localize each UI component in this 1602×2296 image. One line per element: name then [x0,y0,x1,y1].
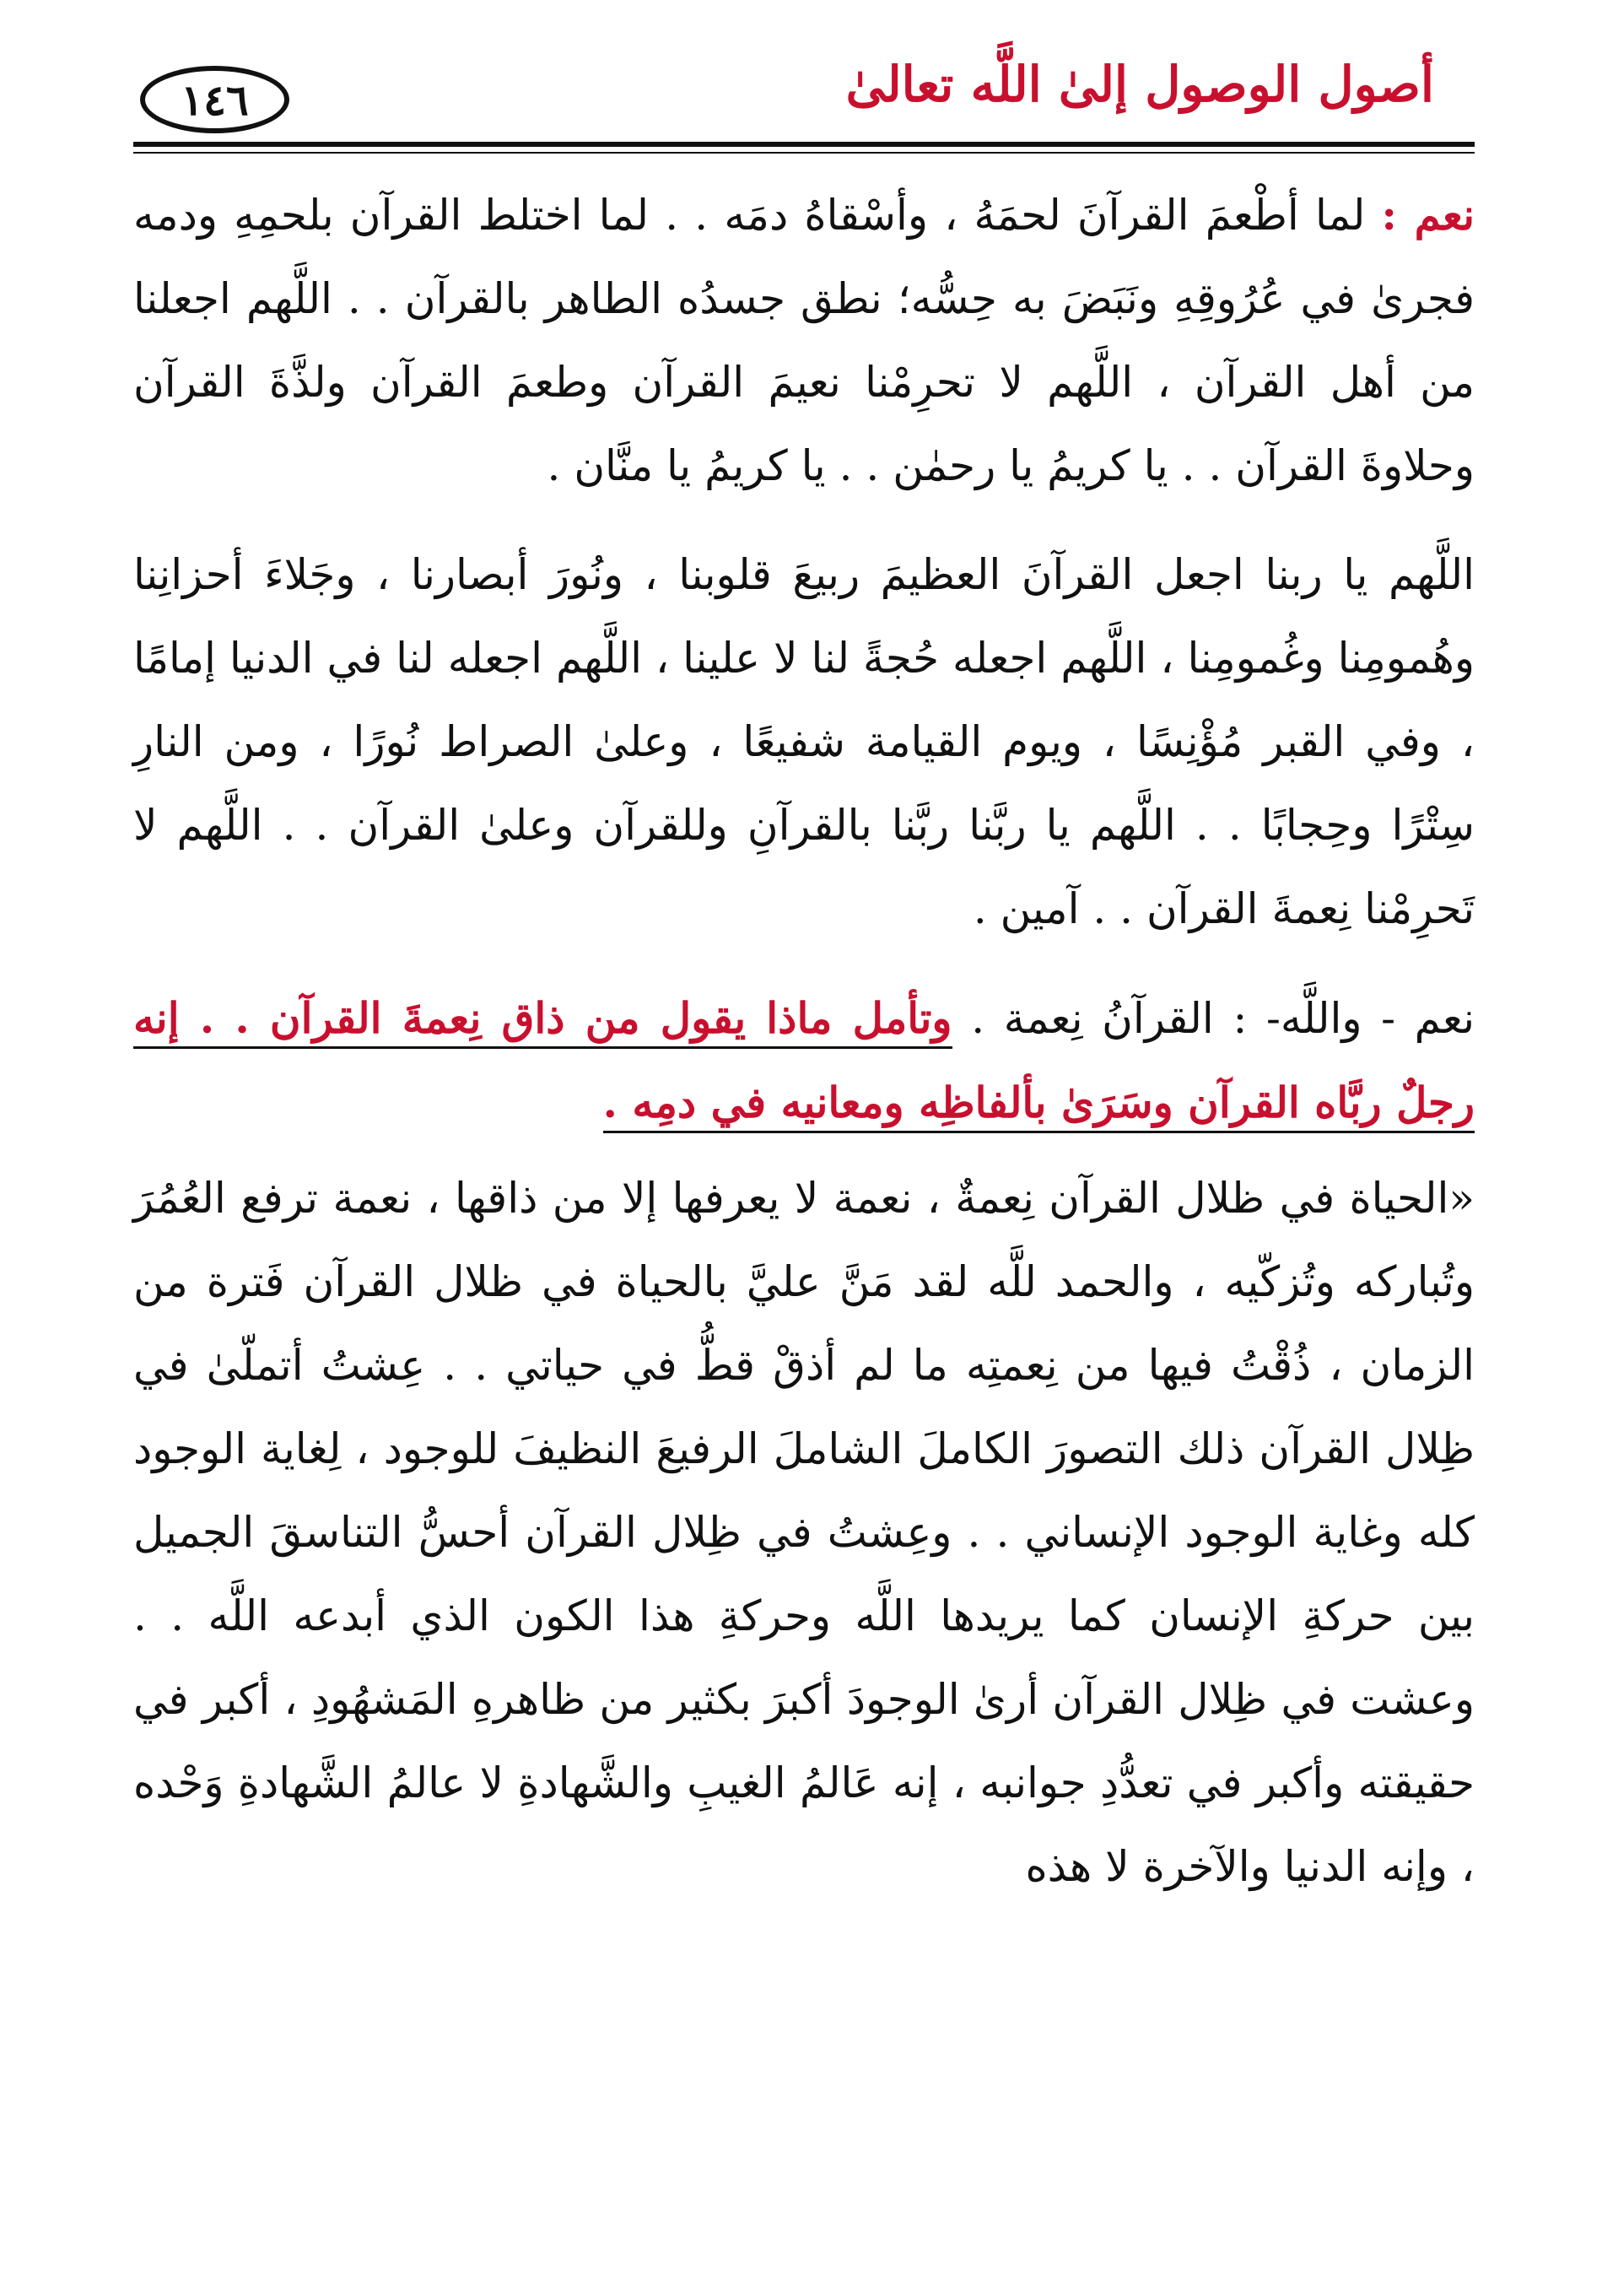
running-title: أصول الوصول إلىٰ اللَّه تعالىٰ [845,56,1434,113]
paragraph-text: «الحياة في ظلال القرآن نِعمةٌ ، نعمة لا يعرفها إلا من ذاقها ، نعمة ترفع العُمُرَ وتُباركه وتُزكّيه ، والحمد للَّه لقد مَنَّ عليَّ بالحياة في ظلال القرآن فَترة من الزمان ، ذُقْتُ فيها من نِعمتِه ما لم أذقْ قطُّ في حياتي . . عِشتُ أتملّىٰ في ظِلال القرآن ذلك التصورَ الكاملَ الشاملَ الرفيعَ النظيفَ للوجود ، لِغاية الوجود كله وغاية الوجود الإنساني . . وعِشتُ في ظِلال القرآن أحسُّ التناسقَ الجميل بين حركةِ الإنسان كما يريدها اللَّه وحركةِ هذا الكون الذي أبدعه اللَّه . . وعشت في ظِلال القرآن أرىٰ الوجودَ أكبرَ بكثير من ظاهرهِ المَشهُودِ ، أكبر في حقيقته وأكبر في تعدُّدِ جوانبه ، إنه عَالمُ الغيبِ والشَّهادةِ لا عالمُ الشَّهادةِ وَحْده ، وإنه الدنيا والآخرة لا هذه [133,1174,1475,1891]
paragraph-text: نعم - واللَّه- : القرآنُ نِعمة . [971,994,1475,1043]
highlighted-quote-intro: وتأمل ماذا يقول من ذاق نِعمةَ القرآن . . إنه رجلٌ ربَّاه القرآن وسَرَىٰ بألفاظِه ومعانيه في دمِه . [133,993,1475,1133]
page-number-badge: ١٤٦ [140,66,289,133]
paragraph-2 [133,533,1475,951]
header-rule-thick [133,142,1475,147]
page-header [127,51,1468,139]
paragraph-text: اللَّهم يا ربنا اجعل القرآنَ العظيمَ ربيعَ قلوبنا ، ونُورَ أبصارنا ، وجَلاءَ أحزانِنا وهُمومِنا وغُمومِنا ، اللَّهم اجعله حُجةً لنا لا علينا ، اللَّهم اجعله لنا في الدنيا إمامًا ، وفي القبر مُؤْنِسًا ، ويوم القيامة شفيعًا ، وعلىٰ الصراط نُورًا ، ومن النارِ سِتْرًا وحِجابًا . . اللَّهم يا ربَّنا ربَّنا بالقرآنِ وللقرآن وعلىٰ القرآن . . اللَّهم لا تَحرِمْنا نِعمةَ القرآن . . آمين . [133,550,1475,933]
paragraph-4-quotation [133,1157,1475,1909]
paragraph-1 [133,173,1475,508]
paragraph-lead: نعم : [1381,190,1475,240]
paragraph-text: لما أطْعمَ القرآنَ لحمَهُ ، وأسْقاهُ دمَه . . لما اختلط القرآن بلحمِهِ ودمه فجرىٰ في عُرُوقِهِ ونَبَضَ به حِسُّه؛ نطق جسدُه الطاهر بالقرآن . . اللَّهم اجعلنا من أهل القرآن ، اللَّهم لا تحرِمْنا نعيمَ القرآن وطعمَ القرآن ولذَّةَ القرآن وحلاوةَ القرآن . . يا كريمُ يا رحمٰن . . يا كريمُ يا منَّان . [133,191,1475,490]
body-text [133,173,1475,1909]
paragraph-3 [133,976,1475,1145]
header-rule-thin [133,152,1475,154]
